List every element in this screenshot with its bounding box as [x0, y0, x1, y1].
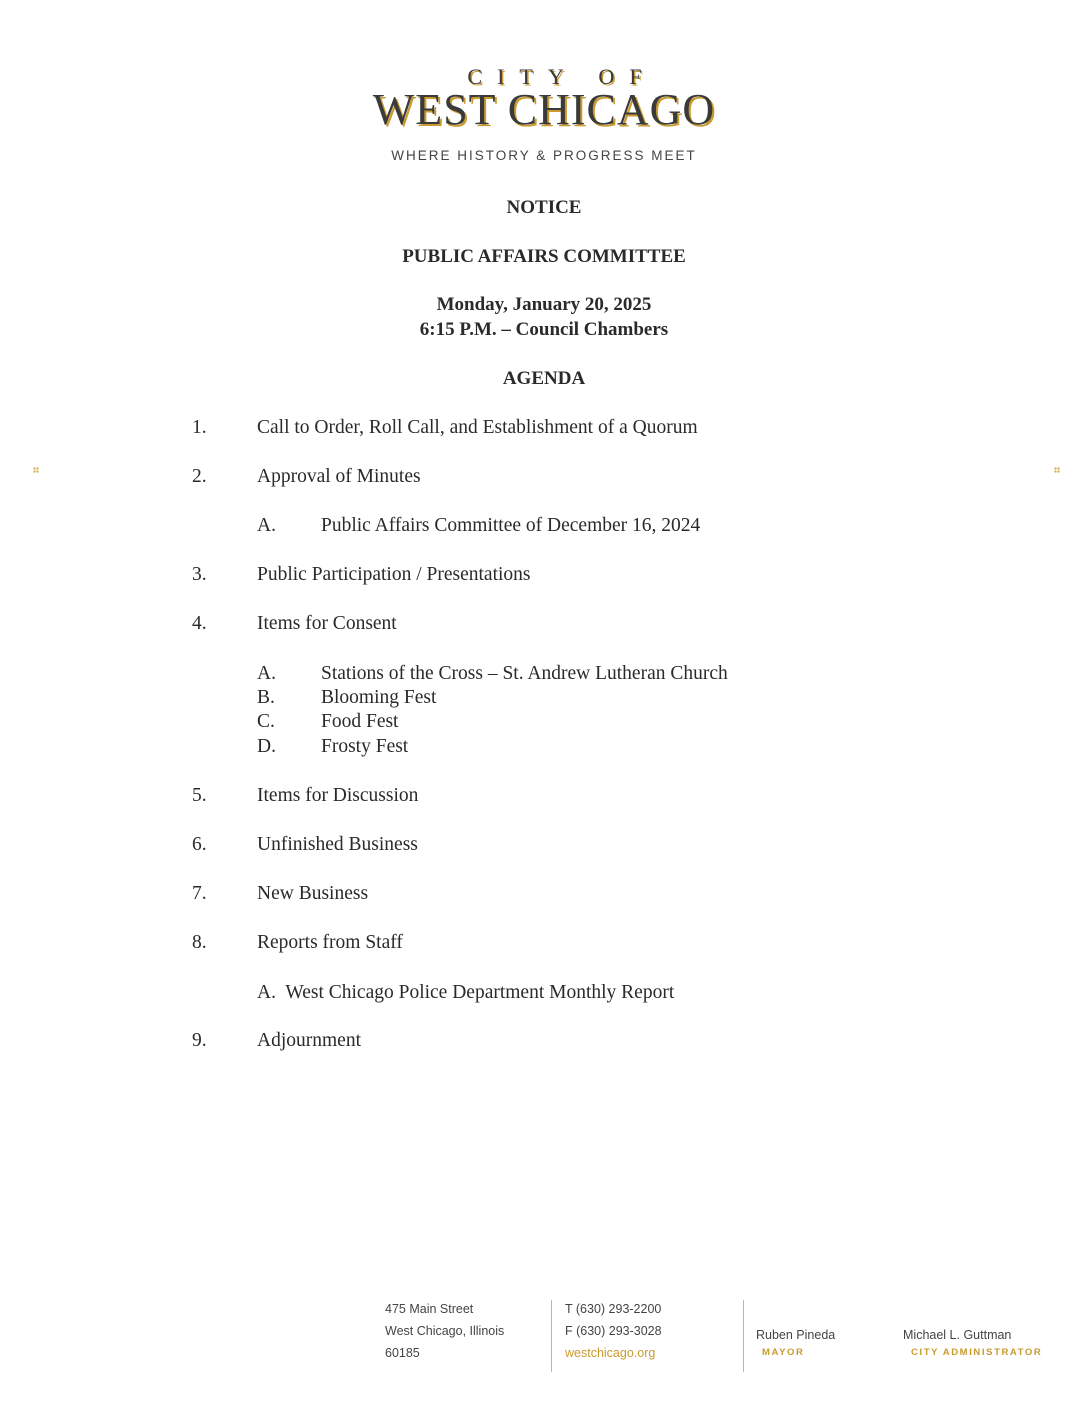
- agenda-item-4a-letter: A.: [257, 663, 276, 684]
- margin-dots-left: [33, 467, 39, 473]
- agenda-item-4d-letter: D.: [257, 736, 276, 757]
- agenda-item-2a-text: Public Affairs Committee of December 16, 2024: [321, 515, 701, 536]
- logo-west-chicago: WEST CHICAGO: [372, 85, 716, 134]
- footer-mayor-name: Ruben Pineda: [756, 1328, 836, 1342]
- footer-phone: T (630) 293-2200: [565, 1302, 662, 1316]
- footer-administrator-name: Michael L. Guttman: [903, 1328, 1012, 1342]
- agenda-item-1-text: Call to Order, Roll Call, and Establishment of a Quorum: [257, 417, 698, 438]
- logo-tagline: WHERE HISTORY & PROGRESS MEET: [391, 148, 697, 163]
- agenda-item-1-number: 1.: [192, 417, 207, 438]
- notice-heading: NOTICE: [506, 197, 582, 218]
- agenda-item-5-number: 5.: [192, 785, 207, 806]
- agenda-item-7-text: New Business: [257, 883, 369, 904]
- margin-dots-right: [1054, 467, 1060, 473]
- footer-divider-1: [551, 1300, 552, 1372]
- footer-contact: [565, 1298, 662, 1364]
- agenda-item-4d-text: Frosty Fest: [321, 736, 409, 757]
- footer-fax: F (630) 293-3028: [565, 1324, 662, 1338]
- agenda-item-4c-letter: C.: [257, 711, 275, 732]
- logo-city-of: CITY OF: [467, 64, 657, 89]
- footer-mayor-role: MAYOR: [762, 1347, 805, 1358]
- agenda-item-4c-text: Food Fest: [321, 711, 399, 732]
- agenda-item-9-number: 9.: [192, 1030, 207, 1051]
- agenda-item-4-number: 4.: [192, 613, 207, 634]
- agenda-item-7-number: 7.: [192, 883, 207, 904]
- footer-administrator: [903, 1326, 1042, 1362]
- footer-address-street: 475 Main Street: [385, 1302, 474, 1316]
- footer-administrator-role: CITY ADMINISTRATOR: [911, 1347, 1043, 1358]
- footer-address: [385, 1298, 504, 1364]
- agenda-item-3-text: Public Participation / Presentations: [257, 564, 531, 585]
- agenda-item-4b-text: Blooming Fest: [321, 687, 437, 708]
- agenda-item-3-number: 3.: [192, 564, 207, 585]
- footer-website-link[interactable]: westchicago.org: [565, 1346, 656, 1360]
- agenda-item-4-text: Items for Consent: [257, 613, 397, 634]
- agenda-item-4a-text: Stations of the Cross – St. Andrew Lutheran Church: [321, 663, 728, 684]
- agenda-item-8-text: Reports from Staff: [257, 932, 403, 953]
- agenda-item-8a-text: A. West Chicago Police Department Monthly Report: [257, 982, 675, 1003]
- committee-heading: PUBLIC AFFAIRS COMMITTEE: [402, 246, 686, 267]
- agenda-item-2a-letter: A.: [257, 515, 276, 536]
- agenda-item-6-number: 6.: [192, 834, 207, 855]
- footer-address-city: West Chicago, Illinois: [385, 1324, 505, 1338]
- agenda-item-8-number: 8.: [192, 932, 207, 953]
- agenda-item-2-text: Approval of Minutes: [257, 466, 421, 487]
- meeting-date: Monday, January 20, 2025: [436, 294, 652, 315]
- footer-mayor: [756, 1326, 835, 1362]
- agenda-item-2-number: 2.: [192, 466, 207, 487]
- agenda-heading: AGENDA: [502, 368, 586, 389]
- agenda-item-5-text: Items for Discussion: [257, 785, 419, 806]
- agenda-item-9-text: Adjournment: [257, 1030, 361, 1051]
- footer-divider-2: [743, 1300, 744, 1372]
- footer-address-zip: 60185: [385, 1346, 420, 1360]
- meeting-time-place: 6:15 P.M. – Council Chambers: [419, 319, 669, 340]
- agenda-item-4b-letter: B.: [257, 687, 275, 708]
- agenda-item-6-text: Unfinished Business: [257, 834, 418, 855]
